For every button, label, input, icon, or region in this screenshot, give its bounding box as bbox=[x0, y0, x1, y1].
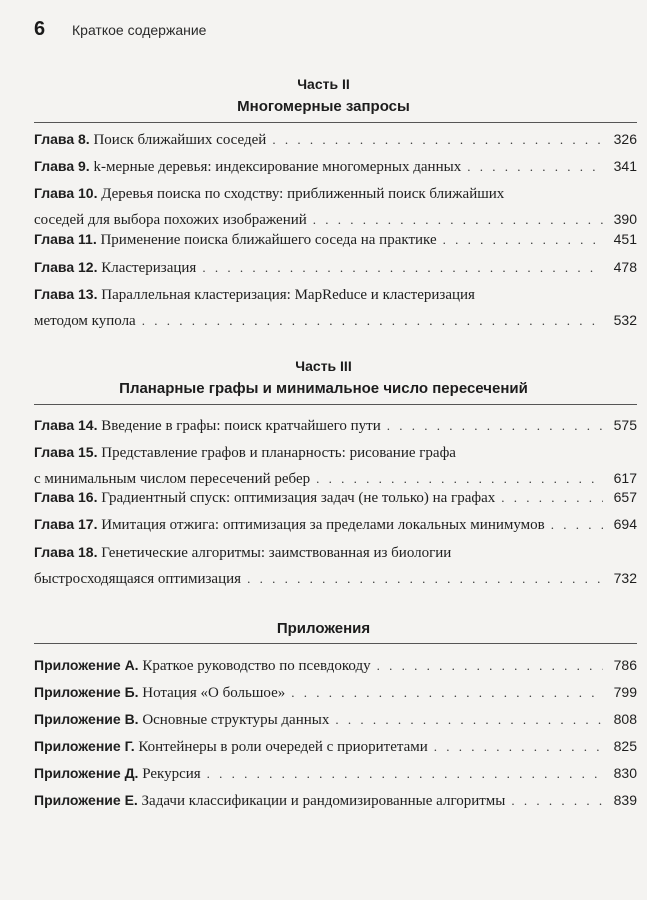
entry-title: Градиентный спуск: оптимизация задач (не только) на графах bbox=[101, 490, 496, 506]
entry-page: 326 bbox=[613, 131, 637, 147]
entry-title: Введение в графы: поиск кратчайшего пути bbox=[101, 418, 381, 434]
entry-title: Рекурсия bbox=[142, 766, 201, 782]
dot-leader bbox=[387, 413, 603, 439]
entry-page: 617 bbox=[613, 470, 637, 486]
part-label: Часть II bbox=[297, 76, 350, 92]
toc-entry-appendix-e[interactable] bbox=[34, 787, 637, 813]
toc-entry-appendix-v[interactable] bbox=[34, 706, 637, 732]
page-number: 6 bbox=[34, 18, 46, 40]
dot-leader bbox=[291, 680, 603, 706]
entry-title: Основные структуры данных bbox=[142, 712, 330, 728]
dot-leader bbox=[443, 227, 603, 253]
entry-title: Деревья поиска по сходству: приближенный поиск ближайших bbox=[101, 186, 505, 202]
dot-leader bbox=[247, 566, 603, 592]
entry-label: Приложение А. bbox=[34, 657, 139, 673]
toc-entry-appendix-g[interactable] bbox=[34, 733, 637, 759]
entry-page: 478 bbox=[613, 259, 637, 275]
dot-leader bbox=[142, 308, 603, 334]
toc-entry-chapter-12[interactable] bbox=[34, 254, 637, 280]
dot-leader bbox=[434, 734, 603, 760]
part-title: Планарные графы и минимальное число пересечений bbox=[119, 380, 528, 397]
entry-label: Приложение В. bbox=[34, 711, 139, 727]
entry-page: 390 bbox=[613, 211, 637, 227]
toc-entry-appendix-a[interactable] bbox=[34, 652, 637, 678]
entry-page: 451 bbox=[613, 231, 637, 247]
toc-entry-chapter-16[interactable] bbox=[34, 484, 637, 510]
entry-title: Кластеризация bbox=[101, 260, 197, 276]
toc-entry-chapter-8[interactable] bbox=[34, 126, 637, 152]
entry-page: 799 bbox=[613, 684, 637, 700]
entry-label: Приложение Г. bbox=[34, 738, 135, 754]
running-title: Краткое содержание bbox=[72, 22, 207, 38]
entry-title-continued: быстросходящаяся оптимизация bbox=[34, 571, 242, 587]
dot-leader bbox=[551, 512, 603, 538]
entry-label: Приложение Б. bbox=[34, 684, 139, 700]
entry-title: Нотация «О большое» bbox=[142, 685, 286, 701]
entry-page: 341 bbox=[613, 158, 637, 174]
toc-entry-chapter-17[interactable] bbox=[34, 511, 637, 537]
dot-leader bbox=[467, 154, 603, 180]
entry-title-continued: с минимальным числом пересечений ребер bbox=[34, 471, 311, 487]
dot-leader bbox=[207, 761, 603, 787]
entry-page: 694 bbox=[613, 516, 637, 532]
entry-page: 839 bbox=[613, 792, 637, 808]
part-heading-2 bbox=[0, 74, 647, 118]
toc-entry-chapter-13[interactable] bbox=[34, 281, 637, 333]
part-title: Приложения bbox=[276, 620, 371, 637]
entry-title: Имитация отжига: оптимизация за пределами локальных минимумов bbox=[101, 517, 545, 533]
entry-label: Глава 14. bbox=[34, 417, 98, 433]
entry-title: Контейнеры в роли очередей с приоритетами bbox=[138, 739, 428, 755]
entry-label: Глава 8. bbox=[34, 131, 90, 147]
entry-label: Приложение Е. bbox=[34, 792, 138, 808]
entry-title: Представление графов и планарность: рисование графа bbox=[101, 445, 456, 461]
appendices-heading bbox=[0, 616, 647, 640]
entry-label: Глава 11. bbox=[34, 231, 97, 247]
entry-page: 575 bbox=[613, 417, 637, 433]
dot-leader bbox=[377, 653, 603, 679]
entry-label: Глава 13. bbox=[34, 286, 98, 302]
entry-page: 732 bbox=[613, 570, 637, 586]
part-label: Часть III bbox=[295, 358, 352, 374]
toc-entry-chapter-10[interactable] bbox=[34, 180, 637, 232]
dot-leader bbox=[335, 707, 603, 733]
entry-page: 657 bbox=[613, 489, 637, 505]
divider-rule bbox=[34, 404, 637, 405]
entry-title-continued: соседей для выбора похожих изображений bbox=[34, 212, 307, 228]
dot-leader bbox=[202, 255, 603, 281]
running-header bbox=[34, 18, 206, 41]
toc-entry-chapter-18[interactable] bbox=[34, 539, 637, 591]
entry-page: 808 bbox=[613, 711, 637, 727]
entry-title: Поиск ближайших соседей bbox=[93, 132, 267, 148]
entry-label: Глава 15. bbox=[34, 444, 98, 460]
entry-label: Глава 10. bbox=[34, 185, 98, 201]
entry-page: 532 bbox=[613, 312, 637, 328]
entry-title: Генетические алгоритмы: заимствованная из биологии bbox=[101, 545, 452, 561]
entry-label: Глава 12. bbox=[34, 259, 98, 275]
divider-rule bbox=[34, 122, 637, 123]
entry-title: Применение поиска ближайшего соседа на практике bbox=[100, 232, 437, 248]
toc-entry-chapter-11[interactable] bbox=[34, 226, 637, 252]
dot-leader bbox=[501, 485, 603, 511]
toc-entry-chapter-14[interactable] bbox=[34, 412, 637, 438]
toc-entry-appendix-b[interactable] bbox=[34, 679, 637, 705]
dot-leader bbox=[272, 127, 603, 153]
entry-title: Краткое руководство по псевдокоду bbox=[142, 658, 371, 674]
entry-page: 830 bbox=[613, 765, 637, 781]
entry-title: k-мерные деревья: индексирование многомерных данных bbox=[93, 159, 462, 175]
entry-page: 786 bbox=[613, 657, 637, 673]
entry-label: Приложение Д. bbox=[34, 765, 139, 781]
entry-label: Глава 18. bbox=[34, 544, 98, 560]
entry-title-continued: методом купола bbox=[34, 313, 136, 329]
entry-title: Задачи классификации и рандомизированные алгоритмы bbox=[141, 793, 506, 809]
divider-rule bbox=[34, 643, 637, 644]
dot-leader bbox=[511, 788, 603, 814]
entry-page: 825 bbox=[613, 738, 637, 754]
toc-entry-appendix-d[interactable] bbox=[34, 760, 637, 786]
part-heading-3 bbox=[0, 356, 647, 400]
entry-label: Глава 9. bbox=[34, 158, 90, 174]
entry-label: Глава 16. bbox=[34, 489, 98, 505]
entry-label: Глава 17. bbox=[34, 516, 98, 532]
entry-title: Параллельная кластеризация: MapReduce и кластеризация bbox=[101, 287, 475, 303]
toc-entry-chapter-9[interactable] bbox=[34, 153, 637, 179]
part-title: Многомерные запросы bbox=[237, 98, 410, 115]
